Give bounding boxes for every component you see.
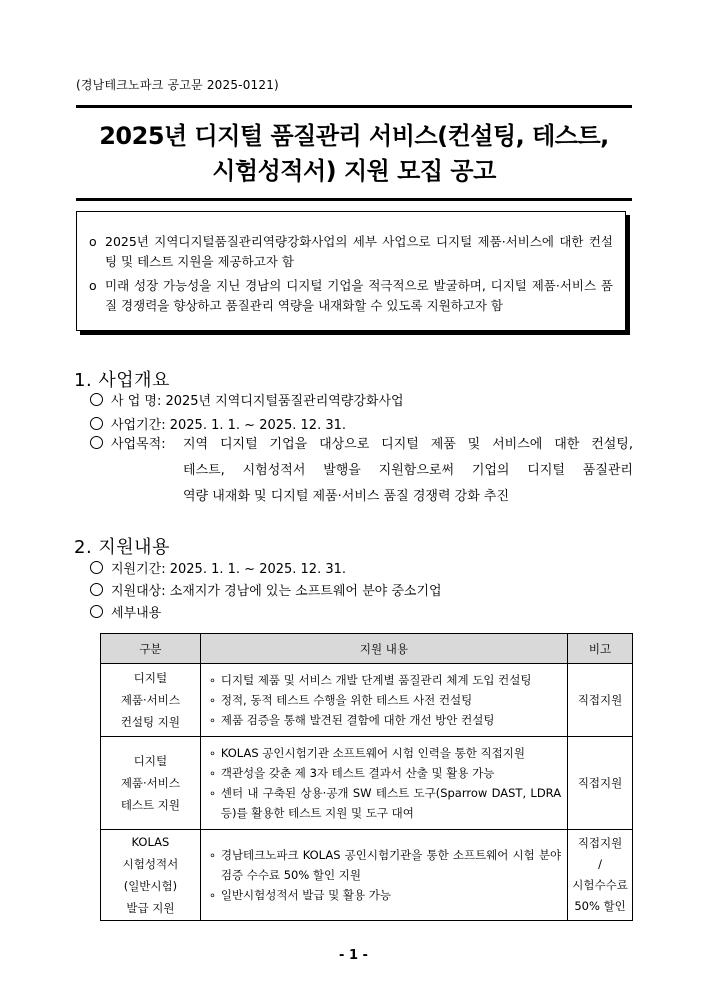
bullet-dot-icon: ∘ [208, 693, 217, 707]
content-bullet [207, 845, 561, 885]
notice-number: (경남테크노파크 공고문 2025-0121) [76, 78, 279, 92]
circle-bullet-icon [90, 436, 103, 449]
details-label: 세부내용 [111, 606, 162, 621]
section-1-heading: 1. 사업개요 [74, 370, 170, 391]
support-details-table [100, 633, 633, 921]
row-category [101, 664, 201, 737]
summary-bullet: o [89, 278, 97, 293]
header-content: 지원 내용 [200, 634, 567, 664]
content-bullet [207, 743, 561, 763]
row-category [101, 737, 201, 830]
row-note [568, 737, 633, 830]
category-line: 제품·서비스 [120, 693, 181, 707]
summary-item [89, 276, 613, 316]
row-content [200, 737, 567, 830]
purpose-line: 역량 내재화 및 디지털 제품·서비스 품질 경쟁력 강화 추진 [183, 489, 510, 504]
page-number: - 1 - [339, 948, 368, 963]
title-bottom-rule [76, 198, 632, 201]
business-purpose-label: 사업목적: [111, 437, 166, 452]
content-text: 객관성을 갖춘 제 3자 테스트 결과서 산출 및 활용 가능 [220, 766, 495, 780]
category-line: 발급 지원 [126, 901, 175, 915]
purpose-line: 지역 디지털 기업을 대상으로 디지털 제품 및 서비스에 대한 컨설팅, [183, 437, 633, 452]
business-purpose-body [183, 432, 633, 510]
business-name-text: 사 업 명: 2025년 지역디지털품질관리역량강화사업 [111, 394, 404, 409]
table-row [101, 737, 633, 830]
content-bullet [207, 783, 561, 823]
note-line: / [598, 857, 602, 871]
summary-text: 2025년 지역디지털품질관리역량강화사업의 세부 사업으로 디지털 제품·서비스에 대한 컨설팅 및 테스트 지원을 제공하고자 함 [105, 234, 613, 269]
page-title-line-1: 2025년 디지털 품질관리 서비스(컨설팅, 테스트, [99, 122, 609, 150]
bullet-dot-icon: ∘ [208, 888, 217, 902]
circle-bullet-icon [90, 393, 103, 406]
category-line: 컨설팅 지원 [120, 715, 181, 729]
bullet-dot-icon: ∘ [208, 848, 217, 862]
section-2-heading: 2. 지원내용 [74, 537, 170, 558]
content-text: 센터 내 구축된 상용·공개 SW 테스트 도구(Sparrow DAST, LDRA 등)를 활용한 테스트 지원 및 도구 대여 [220, 786, 562, 820]
summary-box [76, 211, 626, 331]
content-bullet [207, 763, 561, 783]
row-note [568, 664, 633, 737]
purpose-line: 테스트, 시험성적서 발행을 지원함으로써 기업의 디지털 품질관리 [183, 463, 633, 478]
row-note [568, 830, 633, 921]
title-top-rule [76, 105, 632, 108]
category-line: 디지털 [133, 671, 168, 685]
content-bullet [207, 690, 561, 710]
row-content [200, 830, 567, 921]
bullet-dot-icon: ∘ [208, 673, 217, 687]
content-bullet [207, 885, 561, 905]
content-bullet [207, 670, 561, 690]
page-title-line-2: 시험성적서) 지원 모집 공고 [212, 157, 496, 185]
content-text: 제품 검증을 통해 발견된 결함에 대한 개선 방안 컨설팅 [220, 713, 495, 727]
note-line: 직접지원 [577, 692, 623, 707]
circle-bullet-icon [90, 583, 103, 596]
support-period-item [90, 558, 346, 582]
content-text: KOLAS 공인시험기관 소프트웨어 시험 인력을 통한 직접지원 [220, 746, 525, 760]
summary-bullet: o [89, 234, 97, 249]
circle-bullet-icon [90, 561, 103, 574]
content-text: 일반시험성적서 발급 및 활용 가능 [220, 888, 391, 902]
table-header-row [101, 634, 633, 664]
bullet-dot-icon: ∘ [208, 766, 217, 780]
category-line: 테스트 지원 [120, 798, 181, 812]
row-content [200, 664, 567, 737]
details-item [90, 602, 161, 626]
content-text: 정적, 동적 테스트 수행을 위한 테스트 사전 컨설팅 [220, 693, 473, 707]
summary-item [89, 232, 613, 272]
header-note: 비고 [568, 634, 633, 664]
summary-text: 미래 성장 가능성을 지닌 경남의 디지털 기업을 적극적으로 발굴하며, 디지털 제품·서비스 품질 경쟁력을 향상하고 품질관리 역량을 내재화할 수 있도록 지원하고자 함 [105, 278, 613, 313]
header-category: 구분 [101, 634, 201, 664]
circle-bullet-icon [90, 417, 103, 430]
bullet-dot-icon: ∘ [208, 786, 217, 800]
category-line: 디지털 [133, 754, 168, 768]
note-line: 직접지원 [577, 775, 623, 790]
support-target-item [90, 580, 442, 604]
content-text: 디지털 제품 및 서비스 개발 단계별 품질관리 체계 도입 컨설팅 [220, 673, 532, 687]
note-line: 50% 할인 [574, 899, 626, 913]
category-line: 제품·서비스 [120, 776, 181, 790]
table-row [101, 664, 633, 737]
bullet-dot-icon: ∘ [208, 746, 217, 760]
row-category [101, 830, 201, 921]
circle-bullet-icon [90, 605, 103, 618]
note-line: 직접지원 [577, 836, 623, 850]
category-line: (일반시험) [123, 879, 178, 893]
category-line: 시험성적서 [122, 857, 179, 871]
content-text: 경남테크노파크 KOLAS 공인시험기관을 통한 소프트웨어 시험 분야 검증 수수료 50% 할인 지원 [220, 848, 562, 882]
content-bullet [207, 710, 561, 730]
bullet-dot-icon: ∘ [208, 713, 217, 727]
note-line: 시험수수료 [572, 878, 628, 892]
support-period-text: 지원기간: 2025. 1. 1. ~ 2025. 12. 31. [111, 562, 347, 577]
category-line: KOLAS [131, 835, 170, 849]
business-period-text: 사업기간: 2025. 1. 1. ~ 2025. 12. 31. [111, 418, 347, 433]
table-row [101, 830, 633, 921]
business-purpose-item [90, 432, 166, 458]
business-name-item [90, 390, 404, 414]
support-target-text: 지원대상: 소재지가 경남에 있는 소프트웨어 분야 중소기업 [111, 584, 442, 599]
